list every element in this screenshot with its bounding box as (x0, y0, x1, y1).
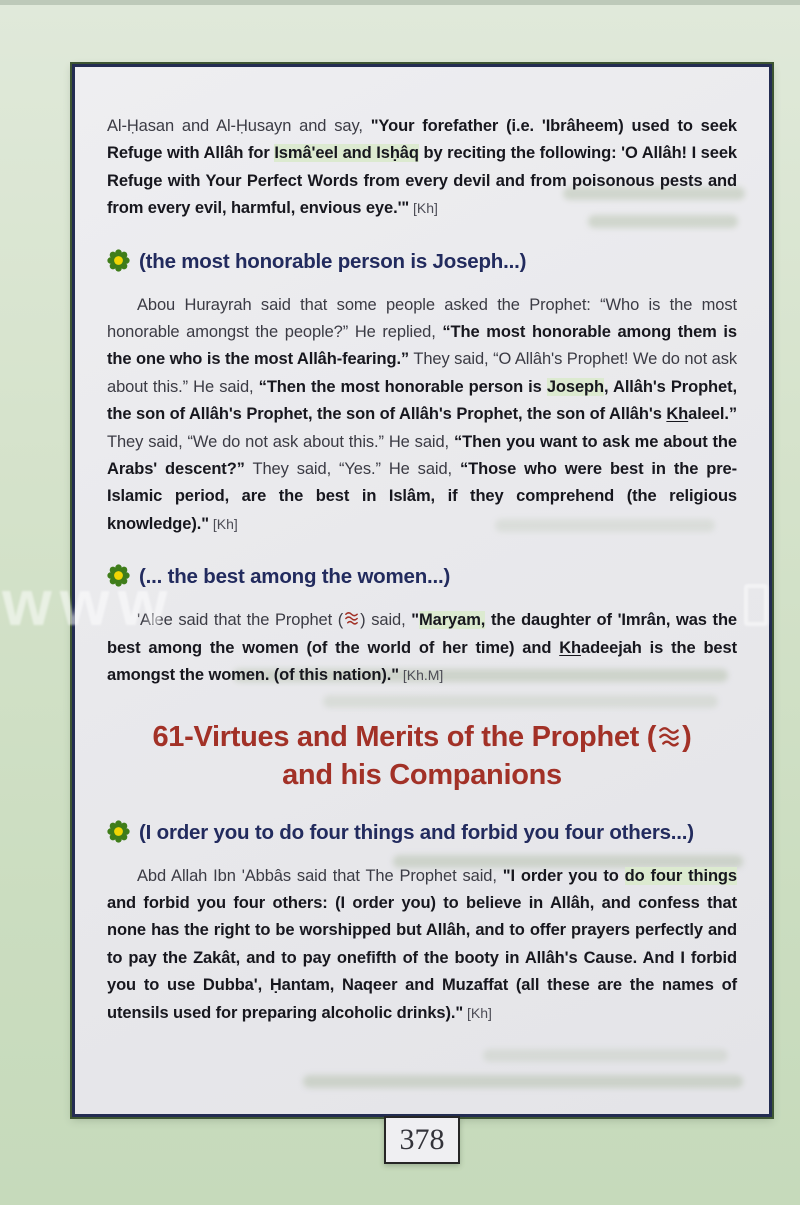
transliteration-underline: Kh (559, 638, 581, 657)
highlighted-phrase: do four things (624, 866, 737, 885)
hadith-quote: “The most honorable among them is the one who is the most Allâh-fearing.” (107, 323, 737, 369)
paragraph-alee-maryam (107, 607, 737, 689)
page-number: 378 (399, 1123, 445, 1156)
flower-bullet-icon (107, 564, 130, 587)
paragraph-abou-hurayrah (107, 292, 737, 539)
subheading-label: (the most honorable person is Joseph...) (139, 249, 527, 273)
chapter-title-text: ) (682, 720, 692, 753)
hadith-quote: by reciting the following: 'O Allâh! I seek Refuge with Your Perfect Words from every devil and from poisonous pests and from every evil, harmful, envious eye.'" (107, 144, 737, 218)
narration-text: Al-Ḥasan and Al-Ḥusayn and say, (107, 117, 371, 135)
narration-text: 'Alee said that the Prophet ( (137, 611, 344, 630)
narration-text: They said, “Yes.” He said, (244, 460, 460, 479)
chapter-title-line1 (107, 718, 737, 756)
chapter-title-text: 61-Virtues and Merits of the Prophet ( (152, 720, 657, 753)
hadith-quote: “Those who were best in the pre-Islamic period, are the best in Islâm, if they comprehend (the religious knowledge)." (107, 460, 737, 533)
narration-text: ) said, (360, 611, 412, 630)
chapter-title-line2: and his Companions (282, 758, 562, 791)
showthrough-artifact (303, 1075, 743, 1088)
hadith-quote: “Then you want to ask me about the Arabs' descent?” (107, 432, 737, 479)
subheading-label: (I order you to do four things and forbid you four others...) (139, 820, 694, 844)
subheading-label: (... the best among the women...) (139, 565, 451, 589)
flower-bullet-icon (107, 820, 130, 843)
watermark-fragment (744, 584, 768, 626)
subheading-best-among-women (107, 562, 737, 592)
highlighted-name-joseph: Joseph (546, 377, 605, 396)
hadith-quote: " (411, 611, 420, 630)
showthrough-artifact (483, 1049, 728, 1062)
pbuh-calligraphy-icon (656, 724, 682, 750)
book-page (72, 64, 772, 1156)
hadith-quote: "Your forefather (i.e. 'Ibrâheem) used to seek Refuge with Allâh for (107, 117, 737, 163)
transliteration-underline: Kh (666, 405, 689, 424)
page-number-box (384, 1116, 460, 1164)
hadith-quote: “Then the most honorable person is (258, 377, 547, 396)
hadith-quote: , Allâh's Prophet, the son of Allâh's Prophet, the son of Allâh's Prophet, the son of Allâh's (107, 377, 737, 424)
paragraph-ibn-abbas (107, 863, 737, 1027)
subheading-order-four-things (107, 818, 737, 848)
highlighted-names: Ismâ'eel and Isḥâq (274, 144, 419, 163)
narration-text: They said, “O Allâh's Prophet! We do not ask about this.” He said, (107, 350, 737, 396)
source-reference: [Kh] (208, 515, 238, 532)
hadith-quote: adeejah is the best amongst the women. (of this nation)." (107, 638, 737, 685)
paragraph-hasan-husayn-dua (107, 113, 737, 223)
source-reference: [Kh.M] (398, 667, 444, 684)
hadith-quote: "I order you to (502, 866, 625, 885)
page-content (75, 67, 769, 1027)
source-reference: [Kh] (463, 1004, 492, 1021)
hadith-quote: aleel.” (688, 405, 737, 424)
highlighted-name-maryam: Maryam, (419, 611, 486, 630)
chapter-title-61 (107, 718, 737, 794)
subheading-most-honorable-joseph (107, 247, 737, 277)
watermark-text: www (2, 567, 176, 639)
source-reference: [Kh] (409, 200, 438, 217)
pbuh-calligraphy-icon (343, 610, 360, 627)
narration-text: Abd Allah Ibn 'Abbâs said that The Prophet said, (137, 866, 503, 885)
flower-bullet-icon (107, 249, 130, 272)
narration-text: Abou Hurayrah said that some people asked the Prophet: “Who is the most honorable amongst the people?” He replied, (107, 295, 737, 342)
hadith-quote: the daughter of 'Imrân, was the best among the women (of the world of her time) and (107, 611, 738, 657)
hadith-quote: and forbid you four others: (I order you) to believe in Allâh, and confess that none has the right to be worshipped but Allâh, and to offer prayers perfectly and to pay the Zakât, and to pay onefifth of the booty in Allâh's Cause. And I forbid you to use Dubba', Ḥantam, Naqeer and Muzaffat (all these are the names of utensils used for preparing alcoholic drinks)." (107, 893, 737, 1022)
narration-text: They said, “We do not ask about this.” He said, (107, 432, 454, 451)
